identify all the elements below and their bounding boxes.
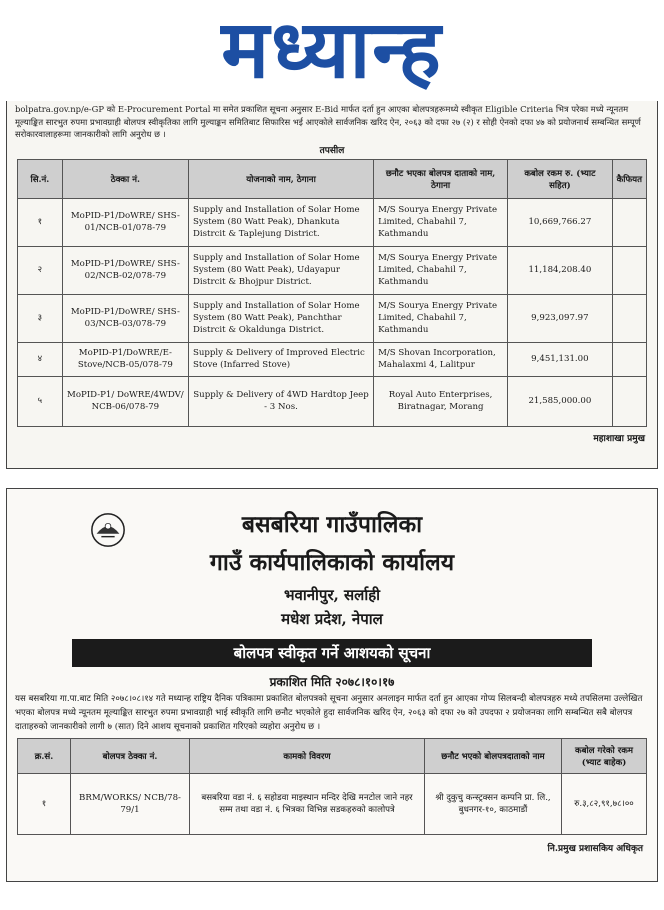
row-amount: रु.३,८२,९१,७८।०० bbox=[562, 774, 647, 835]
notice2-signature: नि.प्रमुख प्रशासकिय अधिकृत bbox=[547, 844, 643, 854]
row-bidder: M/S Sourya Energy Private Limited, Chabahil 7, Kathmandu bbox=[374, 198, 508, 246]
row-amount: 10,669,766.27 bbox=[508, 198, 613, 246]
row-project: Supply and Installation of Solar Home System (80 Watt Peak), Panchthar Distrcit & Okaldunga District. bbox=[188, 294, 373, 342]
row-description: बसबरिया वडा नं. ६ सहोडवा माइस्थान मन्दिर देखि मनटोल जाने नहर सम्म तथा वडा नं. ६ भित्रका विभिन्न सडकहरुको कालोपत्रे bbox=[190, 774, 425, 835]
row-sn: १ bbox=[18, 774, 71, 835]
org-office: गाउँ कार्यपालिकाको कार्यालय bbox=[209, 549, 455, 576]
row-contract: MoPID-P1/DoWRE/ SHS-03/NCB-03/078-79 bbox=[62, 294, 188, 342]
notice2-table bbox=[17, 738, 647, 835]
notice1-table bbox=[17, 159, 647, 427]
col-bidder: छनौट भएको बोलपत्रदाताको नाम bbox=[425, 739, 562, 774]
col-project: योजनाको नाम, ठेगाना bbox=[188, 159, 373, 198]
notice2-body: यस बसबरिया गा.पा.बाट मिति २०७८।०८।१४ गते मध्यान्ह राष्ट्रिय दैनिक पत्रिकामा प्रकाशित बोलपत्रको सूचना अनुसार अनलाइन मार्फत दर्ता हुन आएका गोप्य सिलबन्दी बोलपत्रहरु मध्ये तपसिलमा उल्लेखित भएका बोलपत्र मध्ये न्यूनतम मूल्याङ्कित सारभुत रुपमा प्रभावग्राही भाई स्वीकृति लागि छनौट भएकोले हुदा सार्वजनिक खरिद ऐन, २०६३ को दफा २७ को उपदफा २ प्रयोजनका लागि सम्बन्धित सबै बोलपत्र दाताहरुको जानकारीको लागी ७ (सात) दिने आशय सूचनाको प्रकाशित गरिएको व्यहोरा अनुरोध छ । bbox=[15, 694, 643, 732]
row-amount: 9,451,131.00 bbox=[508, 342, 613, 376]
notice1-header-row bbox=[18, 159, 647, 198]
row-remark bbox=[612, 198, 646, 246]
col-amount: कबोल रकम रु. (भ्याट सहित) bbox=[508, 159, 613, 198]
org-province: मधेश प्रदेश, नेपाल bbox=[281, 610, 383, 628]
col-description: कामको विवरण bbox=[190, 739, 425, 774]
notice1-intro: bolpatra.gov.np/e-GP को E-Procurement Portal मा समेत प्रकाशित सूचना अनुसार E-Bid मार्फत दर्ता हुन आएका बोलपत्रहरूमध्ये स्वीकृत Eligible Criteria भित्र परेका मध्ये न्यूनतम मूल्याङ्कित सारभुत रुपमा प्रभावग्राही बोलपत्र स्वीकृतिका लागि मुल्याङ्कन समितिबाट सिफारिस भई आएकोले सार्वजनिक खरिद ऐन, २०६३ को दफा २७ (२) र सोही ऐनको दफा ४७ को प्रयोजनार्थ सम्बन्धित सम्पूर्ण सरोकारवालाहरूमा जानकारीको लागि अनुरोध छ । bbox=[15, 104, 641, 139]
table-row bbox=[18, 774, 647, 835]
col-sn: क्र.सं. bbox=[18, 739, 71, 774]
row-project: Supply and Installation of Solar Home System (80 Watt Peak), Dhankuta Distrcit & Taplejung District. bbox=[188, 198, 373, 246]
row-contract: MoPID-P1/DoWRE/ SHS-01/NCB-01/078-79 bbox=[62, 198, 188, 246]
notice-tender-intent-2 bbox=[6, 488, 658, 882]
row-project: Supply & Delivery of 4WD Hardtop Jeep - 3 Nos. bbox=[188, 376, 373, 426]
org-name: बसबरिया गाउँपालिका bbox=[241, 511, 423, 538]
col-contract: ठेक्का नं. bbox=[62, 159, 188, 198]
table-row bbox=[18, 376, 647, 426]
org-address: भवानीपुर, सर्लाही bbox=[283, 586, 381, 604]
col-remark: कैफियत bbox=[612, 159, 646, 198]
col-contract: बोलपत्र ठेक्का नं. bbox=[71, 739, 190, 774]
publish-date: प्रकाशित मिति २०७८।१०।१७ bbox=[269, 675, 395, 689]
row-project: Supply & Delivery of Improved Electric Stove (Infarred Stove) bbox=[188, 342, 373, 376]
row-bidder: M/S Shovan Incorporation, Mahalaxmi 4, Lalitpur bbox=[374, 342, 508, 376]
row-sn: ४ bbox=[18, 342, 63, 376]
table-row bbox=[18, 294, 647, 342]
col-bidder: छनौट भएका बोलपत्र दाताको नाम, ठेगाना bbox=[374, 159, 508, 198]
row-remark bbox=[612, 342, 646, 376]
row-remark bbox=[612, 294, 646, 342]
row-sn: ५ bbox=[18, 376, 63, 426]
row-sn: २ bbox=[18, 246, 63, 294]
newspaper-masthead bbox=[0, 0, 664, 100]
row-project: Supply and Installation of Solar Home System (80 Watt Peak), Udayapur Distrcit & Bhojpur District. bbox=[188, 246, 373, 294]
row-amount: 21,585,000.00 bbox=[508, 376, 613, 426]
table-row bbox=[18, 342, 647, 376]
masthead-title: मध्यान्ह bbox=[221, 3, 443, 96]
notice1-section-label: तपसील bbox=[319, 145, 345, 156]
row-amount: 9,923,097.97 bbox=[508, 294, 613, 342]
row-remark bbox=[612, 376, 646, 426]
table-row bbox=[18, 246, 647, 294]
row-bidder: M/S Sourya Energy Private Limited, Chabahil 7, Kathmandu bbox=[374, 246, 508, 294]
row-bidder: Royal Auto Enterprises, Biratnagar, Morang bbox=[374, 376, 508, 426]
row-amount: 11,184,208.40 bbox=[508, 246, 613, 294]
row-sn: ३ bbox=[18, 294, 63, 342]
row-remark bbox=[612, 246, 646, 294]
row-contract: MoPID-P1/DoWRE/E-Stove/NCB-05/078-79 bbox=[62, 342, 188, 376]
notice1-signature: महाशाखा प्रमुख bbox=[593, 433, 645, 444]
row-contract: BRM/WORKS/ NCB/78-79/1 bbox=[71, 774, 190, 835]
col-amount: कबोल गरेको रकम (भ्याट बाहेक) bbox=[562, 739, 647, 774]
notice2-banner: बोलपत्र स्वीकृत गर्ने आशयको सूचना bbox=[72, 639, 592, 667]
row-contract: MoPID-P1/DoWRE/ SHS-02/NCB-02/078-79 bbox=[62, 246, 188, 294]
notice-tender-award-1 bbox=[6, 101, 658, 469]
col-sn: सि.नं. bbox=[18, 159, 63, 198]
table-row bbox=[18, 198, 647, 246]
row-sn: १ bbox=[18, 198, 63, 246]
row-bidder: M/S Sourya Energy Private Limited, Chabahil 7, Kathmandu bbox=[374, 294, 508, 342]
row-contract: MoPID-P1/ DoWRE/4WDV/ NCB-06/078-79 bbox=[62, 376, 188, 426]
government-emblem-icon bbox=[89, 511, 127, 549]
notice2-header-row bbox=[18, 739, 647, 774]
row-bidder: श्री दुकुचु कन्स्ट्रक्सन कम्पनि प्रा. लि., बुधनगर-१०, काठमाडौं bbox=[425, 774, 562, 835]
